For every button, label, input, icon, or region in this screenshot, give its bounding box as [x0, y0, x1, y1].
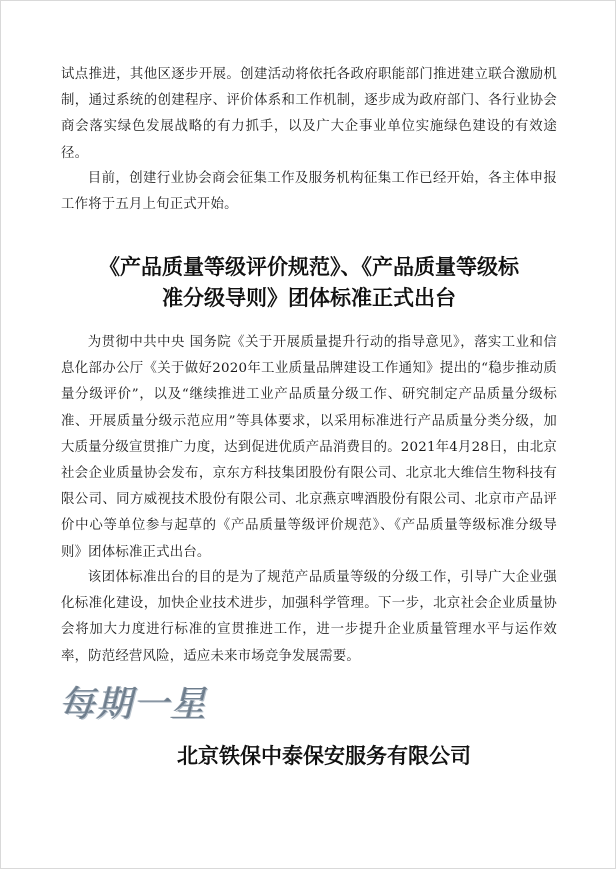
intro-paragraph-1: 试点推进，其他区逐步开展。创建活动将依托各政府职能部门推进建立联合激励机制，通过系统的创建程序、评价体系和工作机制，逐步成为政府部门、各行业协会商会落实绿色发展战略的有力抓手，以及广大企事业单位实施绿色建设的有效途径。: [61, 67, 557, 161]
article-paragraph-1: 为贯彻中共中央 国务院《关于开展质量提升行动的指导意见》，落实工业和信息化部办公厅《关于做好2020年工业质量品牌建设工作通知》提出的“稳步推动质量分级评价”，以及“继续推进工业产品质量分级工作、研究制定产品质量分级标准、开展质量分级示范应用”等具体要求，以采用标准进行产品质量分类分级，加大质量分级宣贯推广力度，达到促进优质产品消费目的。2021年4月28日，由北京社会企业质量协会发布，京东方科技集团股份有限公司、北京北大维信生物科技有限公司、同方威视技术股份有限公司、北京燕京啤酒股份有限公司、北京市产品评价中心等单位参与起草的《产品质量等级评价规范》、《产品质量等级标准分级导则》团体标准正式出台。: [61, 335, 557, 560]
article-paragraph-2: 该团体标准出台的目的是为了规范产品质量等级的分级工作，引导广大企业强化标准化建设，加快企业技术进步，加强科学管理。下一步，北京社会企业质量协会将加大力度进行标准的宣贯推进工作，进一步提升企业质量管理水平与运作效率，防范经营风险，适应未来市场竞争发展需要。: [61, 570, 557, 664]
article-title-line-1: 《产品质量等级评价规范》、《产品质量等级标: [99, 255, 519, 279]
article-title-line-2: 准分级导则》团体标准正式出台: [162, 286, 456, 310]
company-name: 北京铁保中泰保安服务有限公司: [177, 744, 471, 768]
intro-paragraph-2: 目前，创建行业协会商会征集工作及服务机构征集工作已经开始，各主体申报工作将于五月上旬正式开始。: [61, 171, 557, 213]
featured-star-banner: 每期一星: [59, 684, 208, 725]
